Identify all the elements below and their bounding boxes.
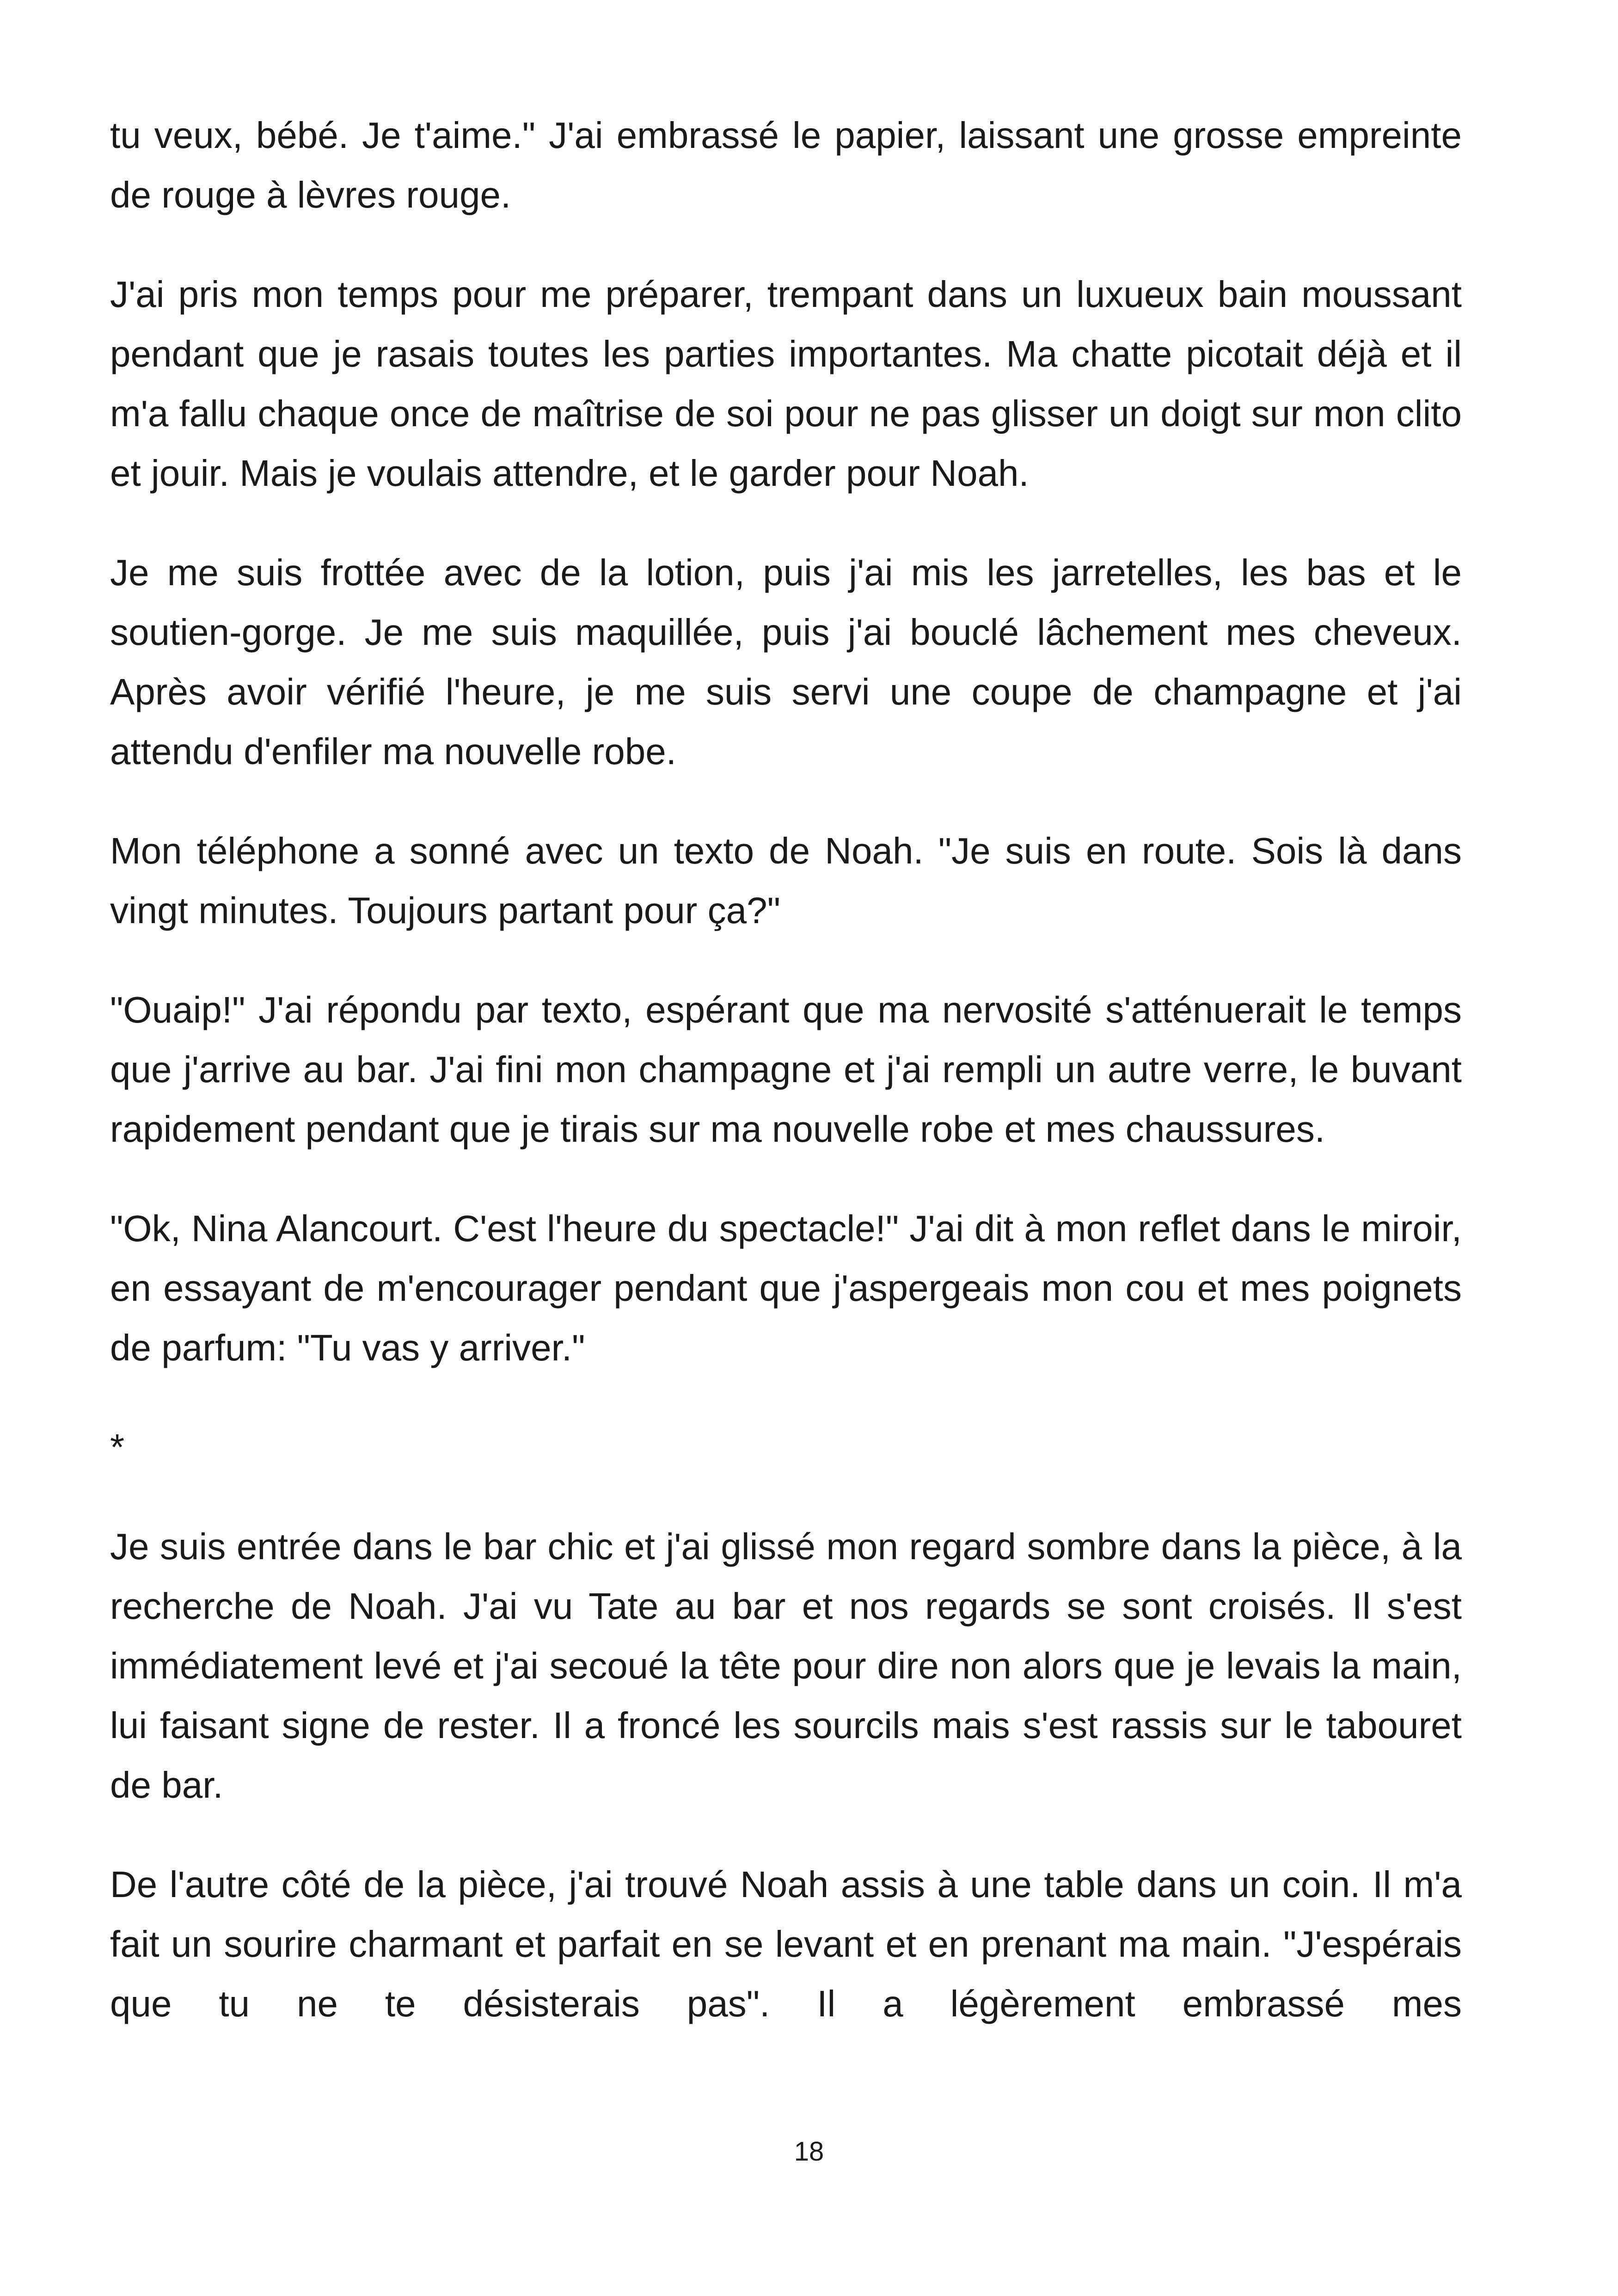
paragraph-7: Je suis entrée dans le bar chic et j'ai glissé mon regard sombre dans la pièce, à la recherche de Noah. J'ai vu Tate au bar et nos regards se sont croisés. Il s'est immédiatement levé et j'ai secoué la tête pour dire non alors que je levais la main, lui faisant signe de rester. Il a froncé les sourcils mais s'est rassis sur le tabouret de bar. xyxy=(110,1526,1462,1806)
paragraph-6: "Ok, Nina Alancourt. C'est l'heure du spectacle!" J'ai dit à mon reflet dans le miroir, en essayant de m'encourager pendant que j'aspergeais mon cou et mes poignets de parfum: "Tu vas y arriver." xyxy=(110,1208,1462,1368)
paragraph-1: tu veux, bébé. Je t'aime." J'ai embrassé le papier, laissant une grosse empreinte de rouge à lèvres rouge. xyxy=(110,115,1462,215)
paragraph-4: Mon téléphone a sonné avec un texto de Noah. "Je suis en route. Sois là dans vingt minutes. Toujours partant pour ça?" xyxy=(110,830,1462,931)
paragraph-5: "Ouaip!" J'ai répondu par texto, espérant que ma nervosité s'atténuerait le temps que j'arrive au bar. J'ai fini mon champagne et j'ai rempli un autre verre, le buvant rapidement pendant que je tirais sur ma nouvelle robe et mes chaussures. xyxy=(110,989,1462,1150)
paragraph-3: Je me suis frottée avec de la lotion, puis j'ai mis les jarretelles, les bas et le soutien-gorge. Je me suis maquillée, puis j'ai bouclé lâchement mes cheveux. Après avoir vérifié l'heure, je me suis servi une coupe de champagne et j'ai attendu d'enfiler ma nouvelle robe. xyxy=(110,552,1462,772)
section-separator: * xyxy=(110,1427,125,1468)
paragraph-8: De l'autre côté de la pièce, j'ai trouvé Noah assis à une table dans un coin. Il m'a fait un sourire charmant et parfait en se levant et en prenant ma main. "J'espérais que tu ne te désisterais pas". Il a légèrement embrassé mes xyxy=(110,1864,1462,2024)
page-number: 18 xyxy=(794,2137,824,2167)
body-text xyxy=(110,105,1462,2033)
paragraph-2: J'ai pris mon temps pour me préparer, trempant dans un luxueux bain moussant pendant que je rasais toutes les parties importantes. Ma chatte picotait déjà et il m'a fallu chaque once de maîtrise de soi pour ne pas glisser un doigt sur mon clito et jouir. Mais je voulais attendre, et le garder pour Noah. xyxy=(110,274,1462,494)
